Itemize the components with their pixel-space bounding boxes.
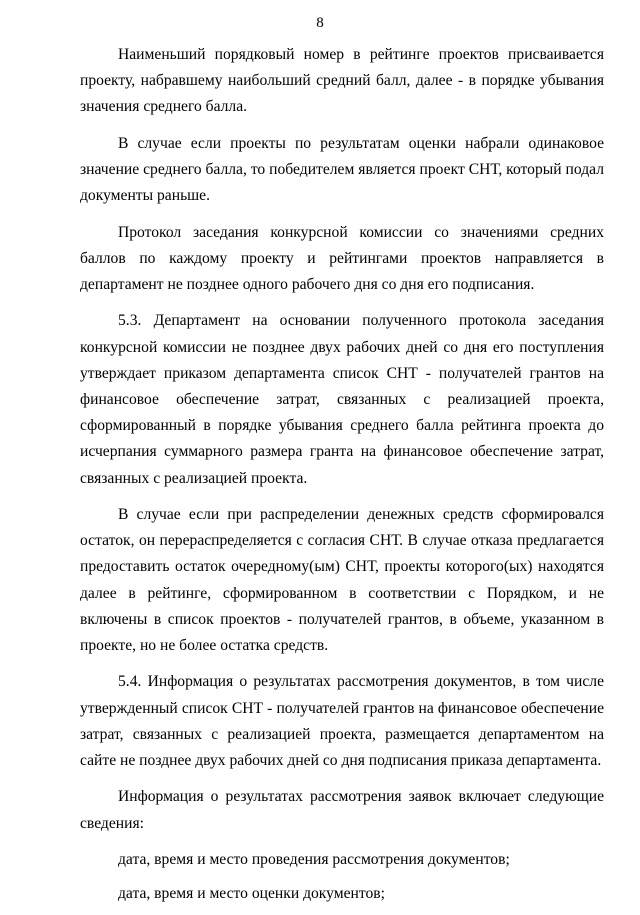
paragraph-protocol: Протокол заседания конкурсной комиссии со значениями средних баллов по каждому проекту и рейтингами проектов направляется в департамент не позднее одного рабочего дня со дня его подписания. bbox=[80, 223, 604, 293]
paragraph-section-5-3: 5.3. Департамент на основании полученного протокола заседания конкурсной комиссии не позднее двух рабочих дней со дня его поступления утверждает приказом департамента список СНТ - получателей грантов на финансовое обеспечение затрат, связанных с реализацией проекта, сформированный в порядке убывания среднего балла рейтинга проекта до исчерпания суммарного размера гранта на финансовое обеспечение затрат, связанных с реализацией проекта. bbox=[80, 312, 604, 487]
list-item-evaluation-datetime: дата, время и место оценки документов; bbox=[118, 885, 385, 903]
list-item-review-datetime: дата, время и место проведения рассмотрения документов; bbox=[118, 851, 510, 868]
document-body bbox=[80, 42, 604, 915]
paragraph-equal-score: В случае если проекты по результатам оценки набрали одинаковое значение среднего балла, то победителем является проект СНТ, который подал документы раньше. bbox=[80, 134, 604, 205]
paragraph-ranking-order: Наименьший порядковый номер в рейтинге проектов присваивается проекту, набравшему наибольший средний балл, далее - в порядке убывания значения среднего балла. bbox=[80, 46, 604, 116]
paragraph-remainder: В случае если при распределении денежных средств сформировался остаток, он перераспределяется с согласия СНТ. В случае отказа предлагается предоставить остаток очередному(ым) СНТ, проекты которого(ых) находятся далее в рейтинге, сформированном в соответствии с Порядком, и не включены в список проектов - получателей грантов, в объеме, указанном в проекте, но не более остатка средств. bbox=[80, 506, 604, 655]
paragraph-section-5-4: 5.4. Информация о результатах рассмотрения документов, в том числе утвержденный список СНТ - получателей грантов на финансовое обеспечение затрат, связанных с реализацией проекта, размещается департаментом на сайте не позднее двух рабочих дней со дня подписания приказа департамента. bbox=[80, 673, 604, 770]
paragraph-info-contents: Информация о результатах рассмотрения заявок включает следующие сведения: bbox=[80, 788, 604, 832]
page-number: 8 bbox=[316, 15, 324, 31]
